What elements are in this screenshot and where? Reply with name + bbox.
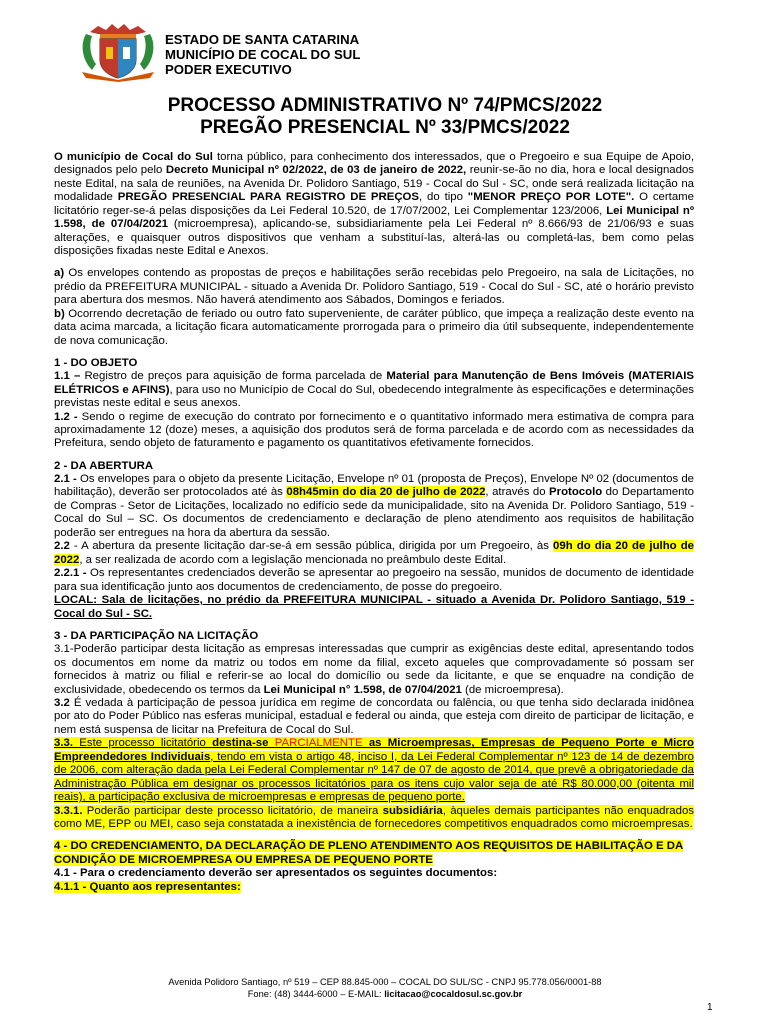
clause-2-1-text-1: Os envelopes para o objeto da presente Licitação, Envelope nº 01 (proposta de Preços), Envelope Nº 02 (documentos de habilitação), deverão ser protocolados até às	[54, 473, 694, 499]
municipality-name: MUNICÍPIO DE COCAL DO SUL	[165, 47, 361, 62]
intro-bold-law: Lei Municipal nº 1.598, de 07/04/2021	[54, 204, 695, 231]
clause-4-1-1-text: 4.1.1 - Quanto aos representantes:	[54, 880, 241, 893]
page-footer	[0, 976, 770, 1000]
location-statement	[54, 594, 694, 621]
clause-3-3-destina: destina-se	[212, 737, 269, 750]
letterhead	[78, 18, 678, 82]
clause-2-1-label: 2.1 -	[54, 473, 77, 486]
clause-2-2	[54, 540, 694, 567]
clause-3-3-1-text-1: Poderão participar deste processo licitatório, de maneira	[82, 804, 383, 817]
intro-text-5: (microempresa), aplicando-se, subsidiariamente pela Lei Federal nº 8.666/93 de 21/06/93 e suas alterações, e quaisquer outros dispositivos que venham a substituí-las, alterá-las ou completá-las, bem como pelas disposições fixadas neste Edital e Anexos.	[54, 218, 694, 258]
clause-3-2	[54, 697, 694, 737]
clause-1-1	[54, 370, 694, 410]
item-a-label: a)	[54, 267, 65, 280]
clause-1-2-label: 1.2 -	[54, 410, 78, 423]
clause-1-2	[54, 411, 694, 451]
intro-text-2: reunir-se-ão no dia, hora e local designados neste Edital, na sala de reuniões, na Avenida Dr. Polidoro Santiago, 519 - Cocal do Sul - SC, onde será realizada licitação na modalidade	[54, 164, 695, 204]
partial-emphasis: PARCIALMENTE	[274, 737, 363, 750]
footer-email: licitacao@cocaldosul.sc.gov.br	[384, 989, 523, 999]
clause-1-1-text-1: Registro de preços para aquisição de forma parcelada de	[80, 370, 387, 383]
process-title: PROCESSO ADMINISTRATIVO Nº 74/PMCS/2022	[167, 95, 603, 116]
branch-name: PODER EXECUTIVO	[165, 62, 292, 77]
item-b-text: Ocorrendo decretação de feriado ou outro fato superveniente, de caráter público, que impeça a realização deste evento na data acima marcada, a licitação ficara automaticamente prorrogada para o primeiro dia útil subsequente, independentemente de nova comunicação.	[54, 307, 694, 347]
auction-title: PREGÃO PRESENCIAL Nº 33/PMCS/2022	[200, 117, 570, 138]
clause-3-3-text-1: Este processo licitatório	[73, 737, 213, 750]
clause-1-1-text-2: , para uso no Município de Cocal do Sul, obedecendo integralmente às especificações e determinações previstas neste edital e seus anexos.	[54, 383, 694, 410]
intro-paragraph	[54, 151, 694, 259]
footer-contact	[0, 988, 770, 1000]
clause-3-3-1-text-2: , àqueles demais participantes não enquadrados como ME, EPP ou MEI, caso seja constatada a inexistência de fornecedores competitivos enquadrados como microempresas.	[54, 804, 695, 831]
clause-3-3-text-2: , tendo em vista o artigo 48, inciso I, da Lei Federal Complementar nº 123 de 14 de dezembro de 2006, com alteração dada pela Lei Federal Complementar nº 147 de 07 de agosto de 2014, que prevê a obrigatoriedade da Administração Pública em designar os processos licitatórios para os itens cujo valor seja de até R$ 80.000,00 (oitenta mil reais), a participação exclusiva de microempresas e empresas de pequeno porte.	[54, 750, 694, 804]
clause-3-3-1-label: 3.3.1.	[54, 804, 83, 817]
section-4-heading-text: 4 - DO CREDENCIAMENTO, DA DECLARAÇÃO DE PLENO ATENDIMENTO AOS REQUISITOS DE HABILITAÇÃO E DA CONDIÇÃO DE MICROEMPRESA OU EMPRESA DE PEQUENO PORTE	[54, 840, 684, 866]
clause-3-3-1-subsidiary: subsidiária	[382, 804, 443, 817]
section-4-heading	[54, 840, 694, 867]
clause-3-1-law: Lei Municipal n° 1.598, de 07/04/2021	[263, 683, 462, 696]
clause-2-1-text-2: , através do	[485, 486, 550, 499]
clause-3-3-1	[54, 805, 694, 832]
opening-time-highlight: 09h do dia 20 de julho de 2022	[54, 540, 694, 566]
item-b-label: b)	[54, 307, 65, 320]
location-text: LOCAL: Sala de licitações, no prédio da PREFEITURA MUNICIPAL - situado a Avenida Dr. Polidoro Santiago, 519 - Cocal do Sul - SC.	[54, 594, 694, 620]
delivery-deadline-highlight: 08h45min do dia 20 de julho de 2022	[286, 486, 486, 499]
clause-1-2-text: Sendo o regime de execução do contrato por fornecimento e o quantitativo informado mera estimativa de compra para aproximadamente 12 (doze) meses, a aquisição dos produtos será de forma parcelada e de acordo com as necessidades da Prefeitura, sendo objeto de faturamento e pagamento os quantitativos efetivamente fornecidos.	[54, 410, 694, 450]
clause-1-1-label: 1.1 –	[54, 370, 81, 383]
intro-bold-municipality: O município de Cocal do Sul	[54, 151, 213, 163]
clause-3-2-label: 3.2	[54, 696, 70, 709]
item-a-text: Os envelopes contendo as propostas de preços e habilitações serão recebidas pelo Pregoeiro, na sala de Licitações, no prédio da PREFEITURA MUNICIPAL - situado a Avenida Dr. Polidoro Santiago, 519 - Cocal do Sul - SC, até o horário previsto para abertura dos mesmos. Não haverá atendimento aos Sábados, Domingos e feriados.	[54, 267, 694, 307]
intro-text-3: , do tipo	[419, 191, 468, 204]
section-2-heading: 2 - DA ABERTURA	[54, 459, 154, 472]
intro-text-4: O certame licitatório reger-se-á pelas disposições da Lei Federal 10.520, de 17/07/2002, Lei Complementar 123/2006,	[54, 191, 695, 217]
footer-phone: Fone: (48) 3444-6000 – E-MAIL:	[247, 989, 385, 999]
clause-2-1	[54, 473, 694, 540]
clause-4-1-1	[54, 881, 694, 894]
section-3-heading: 3 - DA PARTICIPAÇÃO NA LICITAÇÃO	[54, 629, 259, 642]
intro-text-1: torna público, para conhecimento dos interessados, que o Pregoeiro e sua Equipe de Apoio, designados pelo pelo	[54, 151, 694, 177]
clause-4-1: 4.1 - Para o credenciamento deverão ser apresentados os seguintes documentos:	[54, 867, 498, 880]
clause-3-3	[54, 737, 694, 804]
clause-3-3-label: 3.3.	[54, 737, 73, 750]
state-name: ESTADO DE SANTA CATARINA	[165, 32, 360, 47]
clause-3-3-beneficiaries: as Microempresas, Empresas de Pequeno Porte e Micro Empreendedores Individuais	[54, 737, 694, 763]
envelopes-item-b	[54, 308, 694, 348]
clause-2-1-text-3: do Departamento de Compras - Setor de Licitações, localizado no edifício sede da municipalidade, sito na Avenida Dr. Polidoro Santiago, 519 - Cocal do Sul – SC. Os documentos de credenciamento e declaração de pleno atendimento aos requisitos de habilitação poderão ser entregues na hora da abertura da sessão.	[54, 486, 695, 539]
clause-2-1-protocol: Protocolo	[549, 486, 603, 499]
clause-3-2-text: É vedada à participação de pessoa jurídica em regime de concordata ou falência, ou que tenha sido declarada inidônea por ato do Poder Público nas esferas municipal, estadual e federal ou ainda, que esteja com direito de participar de licitação, e nem está suspensa de licitar na Prefeitura de Cocal do Sul.	[54, 696, 694, 736]
footer-address: Avenida Polidoro Santiago, nº 519 – CEP 88.845-000 – COCAL DO SUL/SC - CNPJ 95.778.056/0001-88	[168, 977, 602, 987]
clause-3-1	[54, 643, 694, 697]
intro-bold-type: "MENOR PREÇO POR LOTE".	[467, 191, 635, 204]
clause-2-2-1-label: 2.2.1 -	[54, 567, 87, 580]
clause-3-1-text-2: (de microempresa).	[461, 683, 564, 696]
document-body	[54, 151, 694, 894]
clause-2-2-text-2: , a ser realizada de acordo com a legislação mencionada no preâmbulo deste Edital.	[79, 553, 507, 566]
envelopes-item-a	[54, 267, 694, 307]
intro-bold-modality: PREGÃO PRESENCIAL PARA REGISTRO DE PREÇOS	[117, 191, 420, 204]
intro-bold-decree: Decreto Municipal nº 02/2022, de 03 de janeiro de 2022,	[165, 164, 467, 177]
page-number: 1	[707, 1002, 713, 1013]
clause-2-2-text-1: - A abertura da presente licitação dar-se-á em sessão pública, dirigida por um Pregoeiro, às	[69, 540, 554, 553]
clause-2-2-1-text: Os representantes credenciados deverão se apresentar ao pregoeiro na sessão, munidos de documento de identidade para sua identificação junto aos documentos de credenciamento, de posse do pregoeiro.	[54, 567, 694, 593]
document-title	[0, 95, 770, 139]
section-1-heading: 1 - DO OBJETO	[54, 356, 138, 369]
clause-2-2-label: 2.2	[54, 540, 70, 553]
clause-2-2-1	[54, 567, 694, 594]
clause-3-1-text-1: 3.1-Poderão participar desta licitação as empresas interessadas que cumprir as exigências deste edital, apresentando todos os documentos em nome da matriz ou todos em nome da filial, exceto aqueles que comprovadamente só possam ser fornecidos à matriz ou filial e referir-se ao local do domicílio ou sede da licitante, e que se enquadre na condição de exclusividade, obedecendo os termos da	[54, 643, 694, 696]
clause-1-1-object: Material para Manutenção de Bens Imóveis (MATERIAIS ELÉTRICOS e AFINS)	[54, 370, 694, 396]
letterhead-text	[165, 32, 360, 77]
municipal-coat-of-arms-icon	[78, 20, 158, 82]
